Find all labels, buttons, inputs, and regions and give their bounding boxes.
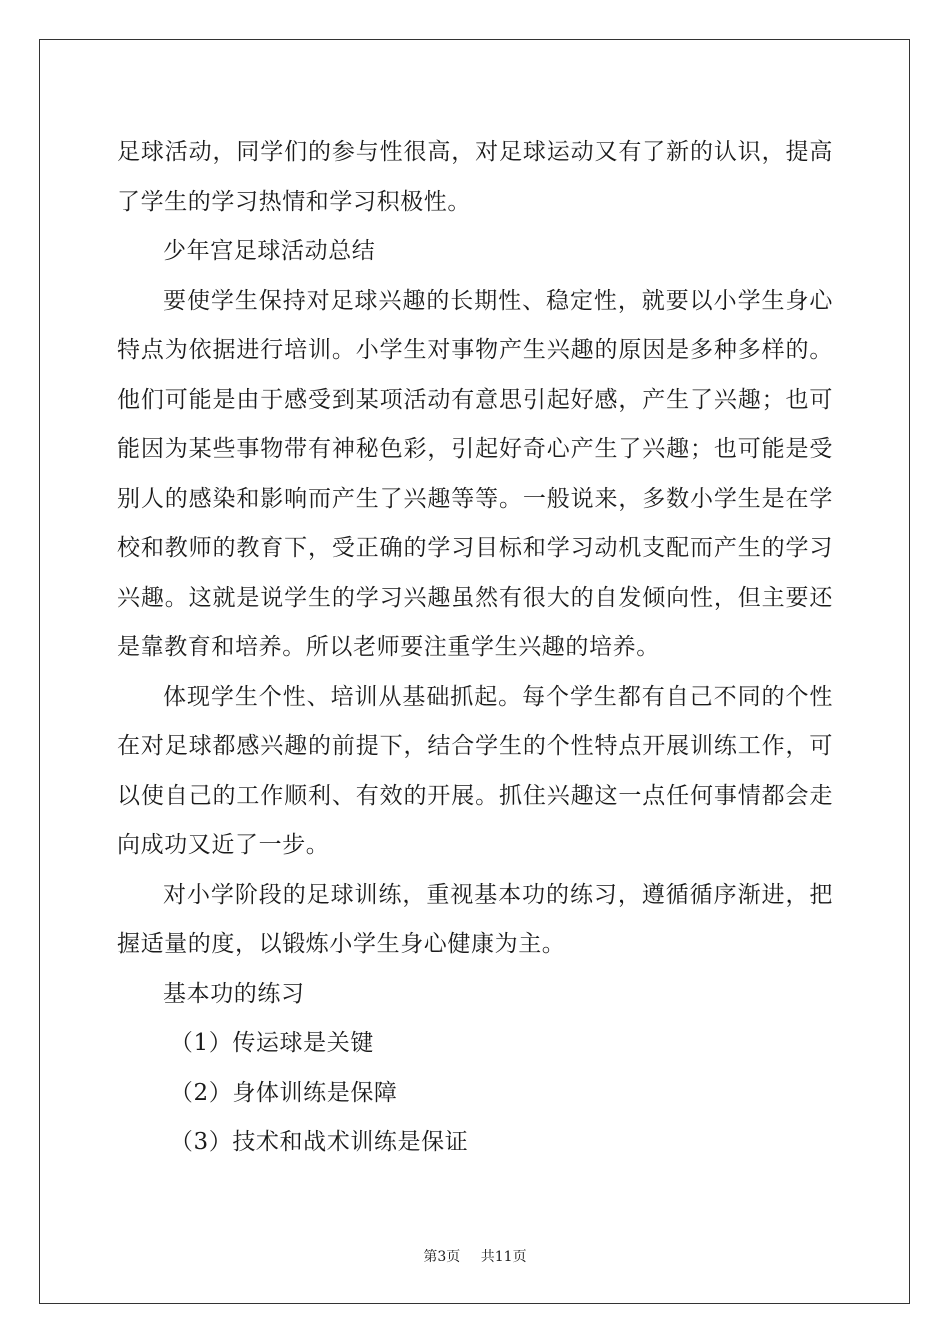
list-item: （3）技术和战术训练是保证 — [169, 1129, 469, 1155]
list-item: （1）传运球是关键 — [169, 1030, 374, 1056]
paragraph-intro: 足球活动，同学们的参与性很高，对足球运动又有了新的认识，提高了学生的学习热情和学习积极性。 — [117, 139, 833, 215]
page-total: 共11页 — [480, 1249, 527, 1265]
section-heading: 少年宫足球活动总结 — [163, 238, 376, 264]
page-footer — [0, 1246, 950, 1266]
paragraph-interest: 要使学生保持对足球兴趣的长期性、稳定性，就要以小学生身心特点为依据进行培训。小学生对事物产生兴趣的原因是多种多样的。他们可能是由于感受到某项活动有意思引起好感，产生了兴趣；也可能因为某些事物带有神秘色彩，引起好奇心产生了兴趣；也可能是受别人的感染和影响而产生了兴趣等等。一般说来，多数小学生是在学校和教师的教育下，受正确的学习目标和学习动机支配而产生的学习兴趣。这就是说学生的学习兴趣虽然有很大的自发倾向性，但主要还是靠教育和培养。所以老师要注重学生兴趣的培养。 — [117, 287, 833, 660]
document-body — [117, 128, 833, 1168]
list-item: （2）身体训练是保障 — [169, 1079, 398, 1106]
paragraph-training: 对小学阶段的足球训练，重视基本功的练习，遵循循序渐进，把握适量的度，以锻炼小学生身心健康为主。 — [117, 881, 833, 957]
subheading-basics: 基本功的练习 — [163, 980, 305, 1007]
paragraph-personality: 体现学生个性、培训从基础抓起。每个学生都有自己不同的个性在对足球都感兴趣的前提下，结合学生的个性特点开展训练工作，可以使自己的工作顺利、有效的开展。抓住兴趣这一点任何事情都会走向成功又近了一步。 — [117, 683, 833, 858]
page-number: 第3页 — [423, 1249, 461, 1265]
